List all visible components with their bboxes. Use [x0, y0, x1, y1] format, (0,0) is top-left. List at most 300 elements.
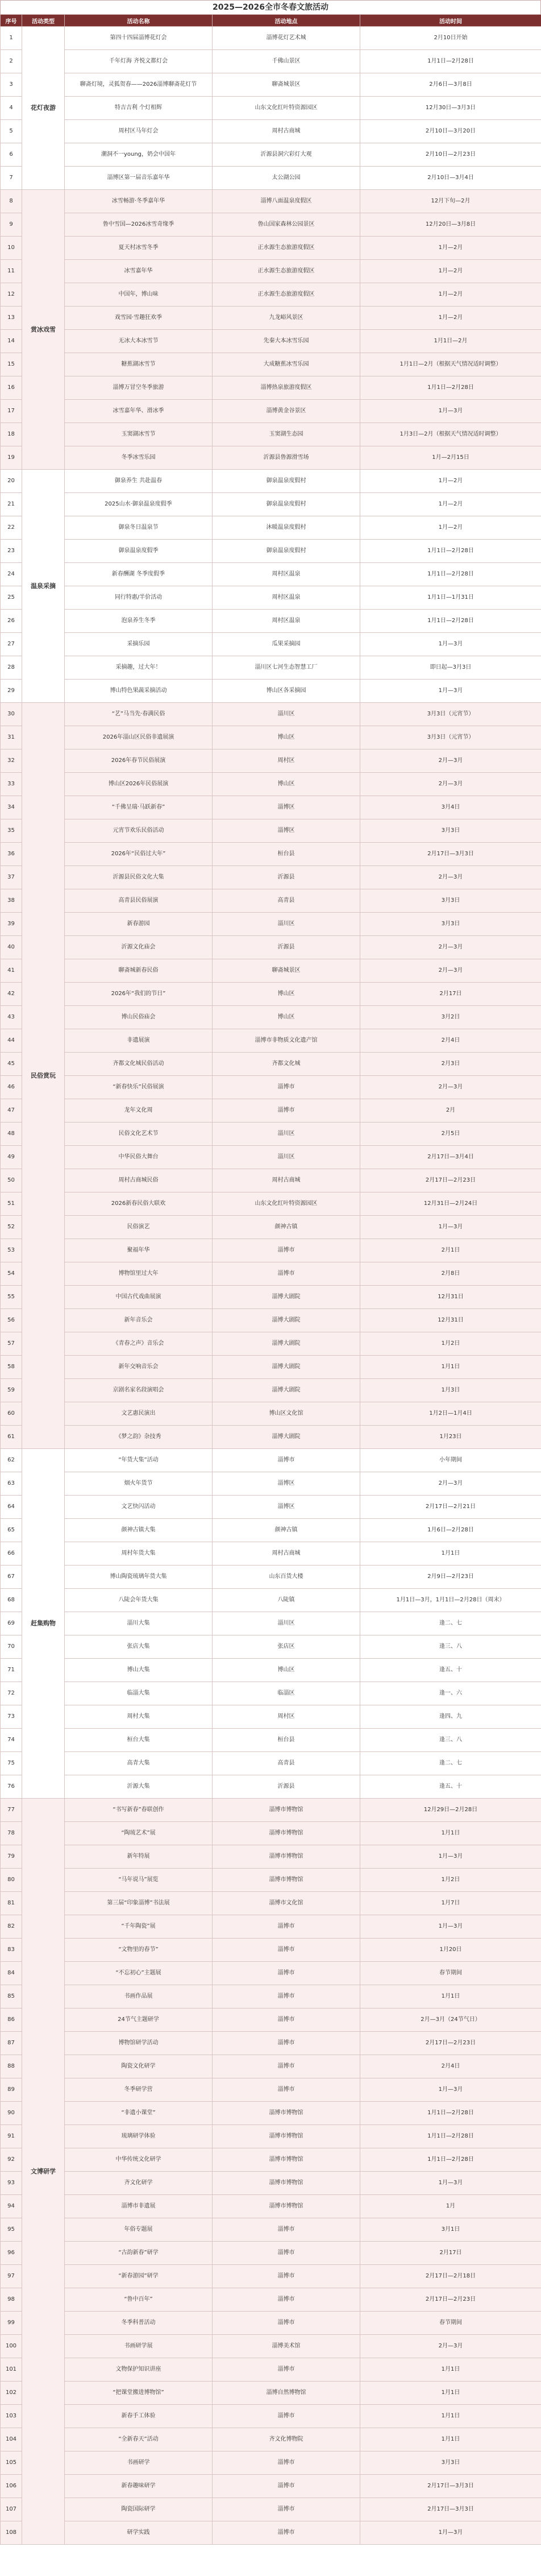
category-cell: 赏冰戏雪 — [22, 190, 65, 470]
row-index: 80 — [1, 1869, 22, 1892]
activity-place: 玉窦湖生态园 — [213, 423, 360, 446]
row-index: 67 — [1, 1566, 22, 1589]
activity-place: 御泉温泉度假村 — [213, 493, 360, 516]
row-index: 20 — [1, 470, 22, 493]
header-type: 活动类型 — [22, 15, 65, 27]
row-index: 2 — [1, 50, 22, 73]
activity-place: 淄博区 — [213, 819, 360, 843]
activity-place: 周村区温泉 — [213, 563, 360, 586]
row-index: 3 — [1, 73, 22, 97]
activity-place: 淄博市 — [213, 1262, 360, 1286]
table-row — [1, 97, 541, 120]
row-index: 10 — [1, 237, 22, 260]
activity-time: 2月4日 — [360, 2055, 541, 2078]
activity-time: 逢一、六 — [360, 1682, 541, 1705]
header-place: 活动地点 — [213, 15, 360, 27]
row-index: 79 — [1, 1845, 22, 1869]
table-row — [1, 1356, 541, 1379]
activity-time: 1月—2月 — [360, 283, 541, 307]
table-row — [1, 330, 541, 353]
activity-name: 民俗文化艺术节 — [65, 1123, 213, 1146]
row-index: 53 — [1, 1239, 22, 1262]
activity-name: 中华传统文化研学 — [65, 2148, 213, 2172]
table-row — [1, 1426, 541, 1449]
activity-place: 淄川区 — [213, 703, 360, 726]
activity-place: 淄博市 — [213, 2358, 360, 2382]
table-row — [1, 866, 541, 889]
row-index: 101 — [1, 2358, 22, 2382]
row-index: 63 — [1, 1472, 22, 1496]
table-row — [1, 1939, 541, 1962]
row-index: 40 — [1, 936, 22, 959]
activity-place: 沂源县洞穴彩灯大观 — [213, 143, 360, 167]
activity-name: 《梦之韵》杂技秀 — [65, 1426, 213, 1449]
activity-name: 齐都文化城民俗活动 — [65, 1053, 213, 1076]
category-cell: 文博研学 — [22, 1799, 65, 2545]
activity-time: 1月—3月 — [360, 1915, 541, 1939]
table-row — [1, 50, 541, 73]
activity-name: 御泉冬日温泉节 — [65, 516, 213, 540]
activity-place: 淄博市博物馆 — [213, 2125, 360, 2148]
row-index: 99 — [1, 2312, 22, 2335]
activity-name: “全新春天”活动 — [65, 2428, 213, 2451]
row-index: 1 — [1, 27, 22, 50]
table-row — [1, 1962, 541, 1985]
table-row — [1, 1496, 541, 1519]
activity-name: 高青县民俗展演 — [65, 889, 213, 913]
activity-place: 博山区 — [213, 773, 360, 796]
activity-time: 2月17日—2月23日 — [360, 1169, 541, 1192]
activity-place: 周村古商城 — [213, 1542, 360, 1566]
table-row — [1, 1449, 541, 1472]
activity-time: 小年期间 — [360, 1449, 541, 1472]
activity-time: 1月1日—2月28日 — [360, 2125, 541, 2148]
activity-name: 淄博市非遗展 — [65, 2195, 213, 2218]
activity-name: 博山特色果蔬采摘活动 — [65, 680, 213, 703]
activity-time: 1月1日—2月28日 — [360, 50, 541, 73]
activity-time: 12月31日—2月24日 — [360, 1192, 541, 1216]
table-row — [1, 1006, 541, 1029]
table-row — [1, 1822, 541, 1845]
activity-place: 张店区 — [213, 1635, 360, 1659]
activity-name: 周村年货大集 — [65, 1542, 213, 1566]
row-index: 60 — [1, 1402, 22, 1426]
activity-name: 中华民俗大舞台 — [65, 1146, 213, 1169]
row-index: 27 — [1, 633, 22, 656]
activity-name: “千年陶瓷”展 — [65, 1915, 213, 1939]
activity-place: 临淄区 — [213, 1682, 360, 1705]
activity-time: 逢三、八 — [360, 1635, 541, 1659]
activity-time: 2月1日 — [360, 1239, 541, 1262]
activity-name: “把课堂搬进博物馆” — [65, 2382, 213, 2405]
row-index: 24 — [1, 563, 22, 586]
activity-name: 新春趣味研学 — [65, 2475, 213, 2498]
activity-place: 沂源县 — [213, 936, 360, 959]
table-row — [1, 2055, 541, 2078]
table-row — [1, 2521, 541, 2545]
row-index: 85 — [1, 1985, 22, 2008]
activity-time: 1月—2月 — [360, 493, 541, 516]
activity-time: 2月4日 — [360, 1029, 541, 1053]
table-row — [1, 1402, 541, 1426]
activity-time: 3月3日 — [360, 2451, 541, 2475]
activity-time: 2月—3月 — [360, 1076, 541, 1099]
table-row — [1, 749, 541, 773]
activity-place: 淄博区 — [213, 1472, 360, 1496]
activity-name: “非遗小课堂” — [65, 2102, 213, 2125]
activity-name: 非遗展演 — [65, 1029, 213, 1053]
activity-place: 淄博区 — [213, 796, 360, 819]
activity-name: 周村大集 — [65, 1705, 213, 1729]
activity-time: 1月—3月 — [360, 2172, 541, 2195]
row-index: 15 — [1, 353, 22, 376]
activity-name: 冬季科普活动 — [65, 2312, 213, 2335]
category-cell: 温泉采摘 — [22, 470, 65, 703]
activity-place: 淄博市 — [213, 1939, 360, 1962]
row-index: 26 — [1, 610, 22, 633]
table-row — [1, 2405, 541, 2428]
activity-name: 博物馆里过大年 — [65, 1262, 213, 1286]
header-index: 序号 — [1, 15, 22, 27]
table-row — [1, 2428, 541, 2451]
activity-time: 2月—3月 — [360, 959, 541, 983]
activity-time: 3月3日 — [360, 819, 541, 843]
activity-time: 2月17日 — [360, 983, 541, 1006]
activity-place: 周村古商城 — [213, 120, 360, 143]
activity-name: 第三届“印象淄博”书法展 — [65, 1892, 213, 1915]
activity-time: 1月—2月 — [360, 470, 541, 493]
row-index: 8 — [1, 190, 22, 213]
table-row — [1, 353, 541, 376]
activity-name: 书画研学展 — [65, 2335, 213, 2358]
activity-place: 博山区各采摘园 — [213, 680, 360, 703]
activity-time: 2月8日 — [360, 1262, 541, 1286]
activity-name: “文物里的春节” — [65, 1939, 213, 1962]
header-time: 活动时间 — [360, 15, 541, 27]
row-index: 17 — [1, 400, 22, 423]
table-row — [1, 1239, 541, 1262]
table-row — [1, 2148, 541, 2172]
table-row — [1, 1799, 541, 1822]
row-index: 44 — [1, 1029, 22, 1053]
activity-time: 1月—2月15日 — [360, 446, 541, 470]
activity-name: 博物馆研学活动 — [65, 2032, 213, 2055]
row-index: 34 — [1, 796, 22, 819]
activity-name: 京剧名家名段演唱会 — [65, 1379, 213, 1402]
activity-place: 博山区 — [213, 726, 360, 749]
table-row — [1, 1705, 541, 1729]
activity-place: 淄博市 — [213, 1962, 360, 1985]
table-row — [1, 1262, 541, 1286]
activity-time: 2月—3月 — [360, 866, 541, 889]
table-row — [1, 540, 541, 563]
activity-place: 淄川区 — [213, 913, 360, 936]
activity-name: “鲁中百年” — [65, 2288, 213, 2312]
row-index: 104 — [1, 2428, 22, 2451]
category-cell: 民俗赏玩 — [22, 703, 65, 1449]
activity-place: 颜神古镇 — [213, 1216, 360, 1239]
activity-place: 淄博市 — [213, 2078, 360, 2102]
activity-name: 博山民俗庙会 — [65, 1006, 213, 1029]
table-row — [1, 2475, 541, 2498]
activity-name: 书画作品展 — [65, 1985, 213, 2008]
page-title: 2025—2026全市冬春文旅活动 — [0, 0, 541, 14]
table-row — [1, 1892, 541, 1915]
activity-place: 山东文化红叶特资源园区 — [213, 97, 360, 120]
activity-time: 2月—3月 — [360, 1472, 541, 1496]
activity-time: 1月—2月 — [360, 516, 541, 540]
table-row — [1, 773, 541, 796]
activity-name: 泡泉养生冬季 — [65, 610, 213, 633]
activity-place: 千佛山景区 — [213, 50, 360, 73]
activity-time: 1月1日—2月28日 — [360, 2148, 541, 2172]
activity-place: 聊斋城景区 — [213, 73, 360, 97]
activity-place: 淄川区七河生态智慧工厂 — [213, 656, 360, 680]
activity-place: 淄博市 — [213, 1076, 360, 1099]
table-row — [1, 1566, 541, 1589]
row-index: 13 — [1, 307, 22, 330]
activity-name: 临淄大集 — [65, 1682, 213, 1705]
activity-place: 齐都文化城 — [213, 1053, 360, 1076]
row-index: 92 — [1, 2148, 22, 2172]
activity-place: 淄博市 — [213, 1915, 360, 1939]
activity-place: 高青县 — [213, 889, 360, 913]
row-index: 94 — [1, 2195, 22, 2218]
activity-place: 高青县 — [213, 1752, 360, 1775]
activity-place: 淄川区 — [213, 1146, 360, 1169]
table-row — [1, 190, 541, 213]
activity-name: 琉璃研学体验 — [65, 2125, 213, 2148]
table-row — [1, 1729, 541, 1752]
activity-place: 淄博美术馆 — [213, 2335, 360, 2358]
activity-place: 山东百货大楼 — [213, 1566, 360, 1589]
activity-place: 正水源生态旅游度假区 — [213, 237, 360, 260]
activity-time: 1月—2月 — [360, 307, 541, 330]
table-row — [1, 843, 541, 866]
activity-time: 2月9日—2月23日 — [360, 1566, 541, 1589]
activity-name: 新年音乐会 — [65, 1309, 213, 1332]
row-index: 64 — [1, 1496, 22, 1519]
row-index: 71 — [1, 1659, 22, 1682]
activity-time: 2月17日—3月3日 — [360, 2498, 541, 2521]
activity-time: 1月1日 — [360, 1542, 541, 1566]
activity-name: 无冰大本冰雪节 — [65, 330, 213, 353]
activity-name: 中国年，博山味 — [65, 283, 213, 307]
activity-time: 1月1日—1月31日 — [360, 586, 541, 610]
activity-name: 文艺快闪活动 — [65, 1496, 213, 1519]
activity-place: 博山区 — [213, 983, 360, 1006]
table-row — [1, 656, 541, 680]
activity-place: 鲁山国家森林公园景区 — [213, 213, 360, 237]
row-index: 39 — [1, 913, 22, 936]
row-index: 108 — [1, 2521, 22, 2545]
activity-place: 淄博市 — [213, 2008, 360, 2032]
row-index: 100 — [1, 2335, 22, 2358]
row-index: 50 — [1, 1169, 22, 1192]
row-index: 29 — [1, 680, 22, 703]
table-row — [1, 1775, 541, 1799]
row-index: 74 — [1, 1729, 22, 1752]
activity-time: 1月 — [360, 2195, 541, 2218]
row-index: 45 — [1, 1053, 22, 1076]
table-row — [1, 1053, 541, 1076]
row-index: 47 — [1, 1099, 22, 1123]
row-index: 46 — [1, 1076, 22, 1099]
table-header-row — [1, 15, 541, 27]
table-row — [1, 260, 541, 283]
table-row — [1, 2008, 541, 2032]
activity-time: 1月1日 — [360, 2358, 541, 2382]
activity-time: 1月20日 — [360, 1939, 541, 1962]
activity-time: 2月3日 — [360, 1053, 541, 1076]
row-index: 19 — [1, 446, 22, 470]
row-index: 90 — [1, 2102, 22, 2125]
activity-name: 烟火年货节 — [65, 1472, 213, 1496]
table-row — [1, 2102, 541, 2125]
activity-name: “新春游园”研学 — [65, 2265, 213, 2288]
activity-time: 2月 — [360, 1099, 541, 1123]
activity-time: 1月2日 — [360, 1332, 541, 1356]
activity-place: 桓台县 — [213, 843, 360, 866]
row-index: 98 — [1, 2288, 22, 2312]
activity-time: 12月29日—2月28日 — [360, 1799, 541, 1822]
table-row — [1, 633, 541, 656]
row-index: 70 — [1, 1635, 22, 1659]
row-index: 102 — [1, 2382, 22, 2405]
table-row — [1, 796, 541, 819]
table-row — [1, 1752, 541, 1775]
activity-time: 1月1日—2月28日 — [360, 540, 541, 563]
activity-name: 夏天村冰雪冬季 — [65, 237, 213, 260]
activity-time: 2月17日—2月18日 — [360, 2265, 541, 2288]
activity-name: 周村区马年灯会 — [65, 120, 213, 143]
activity-place: 淄博大剧院 — [213, 1309, 360, 1332]
row-index: 75 — [1, 1752, 22, 1775]
table-row — [1, 1985, 541, 2008]
table-row — [1, 307, 541, 330]
activity-place: 沐暖温泉度假村 — [213, 516, 360, 540]
activity-time: 3月3日 — [360, 913, 541, 936]
table-row — [1, 516, 541, 540]
activity-place: 淄博市 — [213, 2218, 360, 2242]
table-row — [1, 889, 541, 913]
activity-name: 玉窦湖冰雪节 — [65, 423, 213, 446]
category-cell: 花灯夜游 — [22, 27, 65, 190]
activity-place: 沂源县 — [213, 866, 360, 889]
header-name: 活动名称 — [65, 15, 213, 27]
activity-place: 淄博大剧院 — [213, 1332, 360, 1356]
activity-name: 冬季冰雪乐园 — [65, 446, 213, 470]
activity-time: 1月—3月 — [360, 633, 541, 656]
activity-place: 淄博市博物馆 — [213, 1822, 360, 1845]
activity-time: 12月下旬—2月 — [360, 190, 541, 213]
row-index: 18 — [1, 423, 22, 446]
activity-place: 大成糖蕉冰雪乐园 — [213, 353, 360, 376]
activity-time: 1月1日—2月（根据天气情况适时调整） — [360, 353, 541, 376]
activity-name: 采摘趣，过大年！ — [65, 656, 213, 680]
table-row — [1, 2242, 541, 2265]
activity-place: 淄博市 — [213, 2242, 360, 2265]
activity-place: 淄博自然博物馆 — [213, 2382, 360, 2405]
activity-time: 2月5日 — [360, 1123, 541, 1146]
row-index: 56 — [1, 1309, 22, 1332]
table-row — [1, 73, 541, 97]
activity-place: 正水源生态旅游度假区 — [213, 283, 360, 307]
activity-time: 1月1日 — [360, 2405, 541, 2428]
row-index: 48 — [1, 1123, 22, 1146]
row-index: 76 — [1, 1775, 22, 1799]
activity-name: 潮洞不一young，奶会中国年 — [65, 143, 213, 167]
activity-place: 淄博市 — [213, 2475, 360, 2498]
table-row — [1, 2312, 541, 2335]
row-index: 30 — [1, 703, 22, 726]
activity-name: 研学实践 — [65, 2521, 213, 2545]
row-index: 82 — [1, 1915, 22, 1939]
table-row — [1, 2498, 541, 2521]
row-index: 54 — [1, 1262, 22, 1286]
row-index: 9 — [1, 213, 22, 237]
activity-time: 1月2日—1月4日 — [360, 1402, 541, 1426]
activity-time: 1月1日—2月 — [360, 330, 541, 353]
table-row — [1, 2218, 541, 2242]
table-row — [1, 1682, 541, 1705]
activity-name: “不忘初心”主题展 — [65, 1962, 213, 1985]
activity-time: 1月—2月 — [360, 237, 541, 260]
activity-place: 淄博大剧院 — [213, 1356, 360, 1379]
activity-place: 沂源县 — [213, 1775, 360, 1799]
row-index: 57 — [1, 1332, 22, 1356]
activity-time: 1月3日 — [360, 1379, 541, 1402]
activity-place: 淄博市 — [213, 1099, 360, 1123]
activity-place: 淄博市 — [213, 2288, 360, 2312]
table-row — [1, 983, 541, 1006]
activity-time: 2月17日 — [360, 2242, 541, 2265]
activity-name: “陶琉艺术”展 — [65, 1822, 213, 1845]
table-row — [1, 120, 541, 143]
activity-name: 沂源文化庙会 — [65, 936, 213, 959]
activity-place: 淄博市 — [213, 2055, 360, 2078]
row-index: 95 — [1, 2218, 22, 2242]
activity-time: 1月2日 — [360, 1869, 541, 1892]
table-row — [1, 1589, 541, 1612]
table-row — [1, 167, 541, 190]
activity-name: 淄川大集 — [65, 1612, 213, 1635]
activity-place: 淄博大剧院 — [213, 1286, 360, 1309]
activity-place: 周村区温泉 — [213, 586, 360, 610]
activity-time: 春节期间 — [360, 2312, 541, 2335]
activity-time: 1月1日—2月28日 — [360, 610, 541, 633]
activity-name: 周村古商城民俗 — [65, 1169, 213, 1192]
row-index: 7 — [1, 167, 22, 190]
activity-name: 冰雪嘉年华、滑冰季 — [65, 400, 213, 423]
row-index: 21 — [1, 493, 22, 516]
table-row — [1, 610, 541, 633]
activity-place: 淄博大剧院 — [213, 1426, 360, 1449]
activity-time: 逢五、十 — [360, 1775, 541, 1799]
row-index: 105 — [1, 2451, 22, 2475]
activity-time: 12月31日 — [360, 1286, 541, 1309]
activity-time: 1月—3月 — [360, 2521, 541, 2545]
row-index: 6 — [1, 143, 22, 167]
activity-name: 糖蕉湖冰雪节 — [65, 353, 213, 376]
activity-name: 博山陶瓷琉璃年货大集 — [65, 1566, 213, 1589]
table-row — [1, 1332, 541, 1356]
activity-time: 1月—2月 — [360, 260, 541, 283]
row-index: 93 — [1, 2172, 22, 2195]
table-row — [1, 2335, 541, 2358]
activity-time: 1月6日—2月28日 — [360, 1519, 541, 1542]
activity-time: 1月—3月 — [360, 1216, 541, 1239]
